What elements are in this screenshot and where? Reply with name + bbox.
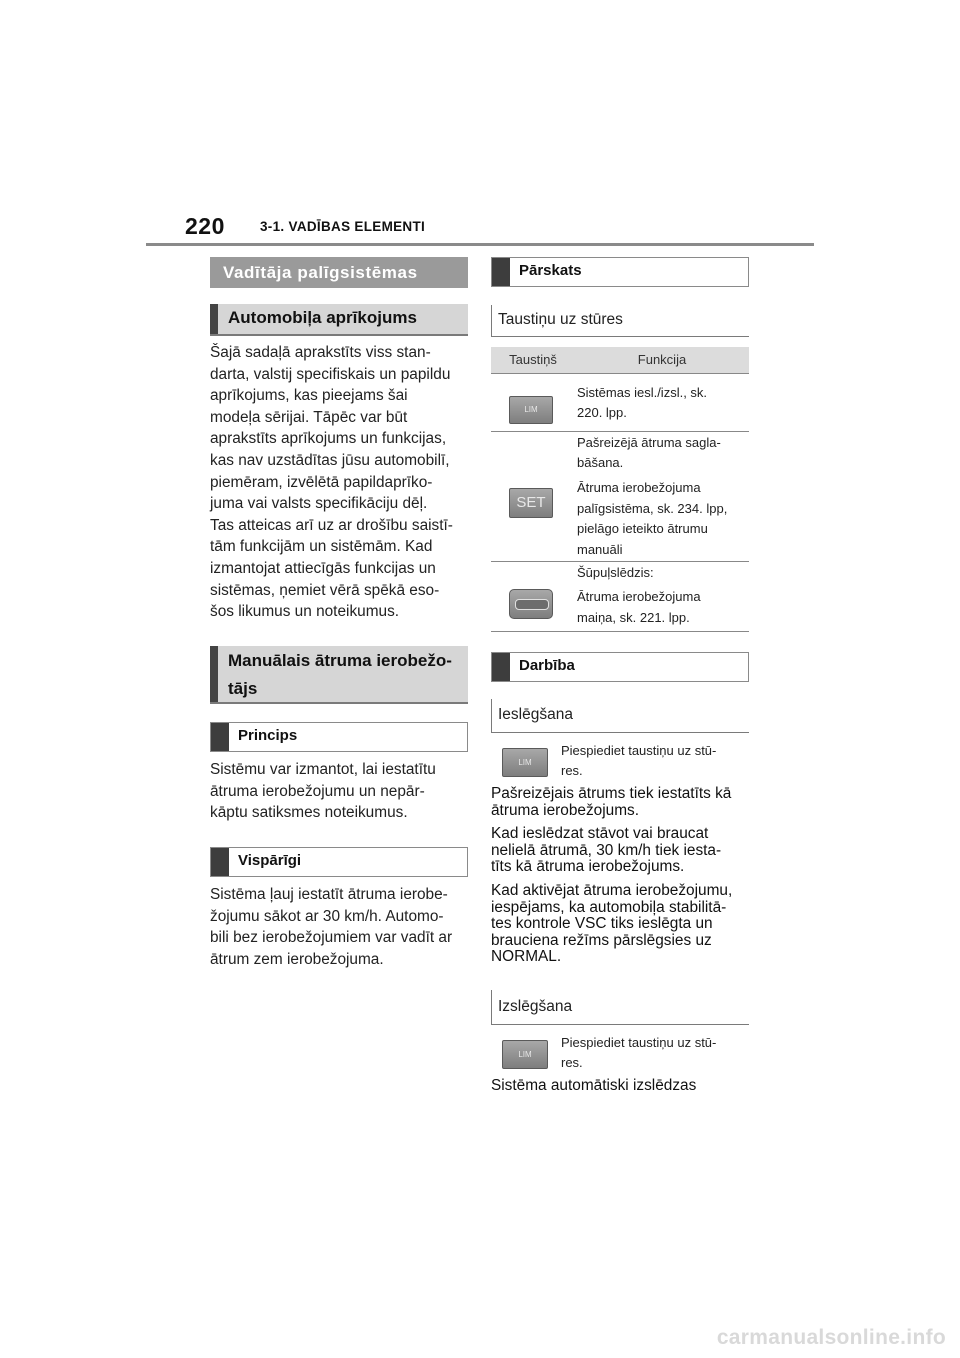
switch-off-heading: Izslēgšana (491, 990, 749, 1025)
subsection-heading-limiter (210, 646, 468, 704)
header-divider (146, 243, 814, 246)
column-header-function: Funkcija (637, 352, 687, 367)
switch-on-paragraph: Kad ieslēdzat stāvot vai braucat nelielā ātrumā, 30 km/h tiek iesta- tīts kā ātruma ierobežojums. (491, 825, 722, 876)
subsection-heading-text: Automobiļa aprīkojums (228, 308, 417, 327)
intro-paragraph: Šajā sadaļā aprakstīts viss stan- darta, valstij specifiskais un papildu aprīkojums, kas pieejams šai modeļa sērijai. Tāpēc var būt aprakstīts aprīkojums un funkcijas, kas nav uzstādītas jūsu automobilī, piemēram, izvēlētā papildaprīko- juma vai valsts specifikāciju dēļ. Tas atteicas arī uz ar drošību saistī- tām funkcijām un sistēmām. Kad izmantojat attiecīgās funkcijas un sistēmas, ņemiet vērā spēkā eso- šos likumus un noteikumus. (210, 344, 453, 621)
table-row (491, 562, 749, 632)
rocker-switch-icon (509, 589, 553, 619)
table-function-text: Pašreizējā ātruma sagla- bāšana. (577, 435, 721, 470)
switch-on-paragraph: Kad aktivējat ātruma ierobežojumu, iespējams, ka automobiļa stabilitā- tes kontrole VSC tiks ieslēgta un brauciena režīms pārslēgsies uz NORMAL. (491, 882, 733, 966)
page-number: 220 (185, 213, 225, 239)
switch-on-instruction: Piespiediet taustiņu uz stū- res. (561, 743, 717, 778)
table-row (491, 432, 749, 562)
table-function-text: Šūpuļslēdzis: (577, 565, 654, 580)
lim-button-icon: LIM (502, 1040, 548, 1069)
watermark: carmanualsonline.info (716, 1326, 946, 1349)
general-heading: Vispārīgi (210, 847, 468, 877)
section-title: Vadītāja palīgsistēmas (210, 257, 468, 288)
heading-bar (210, 304, 218, 334)
set-button-icon: SET (509, 488, 553, 518)
chapter-title: 3-1. VADĪBAS ELEMENTI (260, 219, 426, 234)
lim-button-icon: LIM (502, 748, 548, 777)
column-header-button: Taustiņš (509, 352, 557, 367)
heading-bar (492, 653, 510, 681)
table-header (491, 347, 749, 374)
subsection-heading-equipment (210, 304, 468, 336)
subsection-heading-text: Manuālais ātruma ierobežo- tājs (228, 651, 452, 698)
lim-button-icon: LIM (509, 396, 553, 424)
principle-heading: Princips (210, 722, 468, 752)
heading-bar (211, 848, 229, 876)
table-function-text: Sistēmas iesl./izsl., sk. 220. lpp. (577, 385, 708, 420)
general-paragraph: Sistēma ļauj iestatīt ātruma ierobe- žojumu sākot ar 30 km/h. Automo- bili bez ierobežojumiem var vadīt ar ātrum zem ierobežojuma. (210, 886, 453, 968)
heading-bar (210, 646, 218, 702)
switch-on-heading: Ieslēgšana (491, 699, 749, 733)
overview-heading: Pārskats (491, 257, 749, 287)
table-function-text: Ātruma ierobežojuma palīgsistēma, sk. 234. lpp, pielāgo ieteikto ātrumu manuāli (577, 480, 728, 557)
heading-bar (492, 258, 510, 286)
principle-paragraph: Sistēmu var izmantot, lai iestatītu ātruma ierobežojumu un nepār- kāptu satiksmes noteikumus. (210, 761, 436, 822)
operation-heading: Darbība (491, 652, 749, 682)
switch-on-paragraph: Pašreizējais ātrums tiek iestatīts kā ātruma ierobežojums. (491, 785, 732, 819)
steering-buttons-heading: Taustiņu uz stūres (491, 305, 749, 337)
switch-off-instruction: Piespiediet taustiņu uz stū- res. (561, 1035, 717, 1070)
table-row (491, 374, 749, 432)
switch-off-paragraph: Sistēma automātiski izslēdzas (491, 1077, 697, 1094)
heading-bar (211, 723, 229, 751)
table-function-text: Ātruma ierobežojuma maiņa, sk. 221. lpp. (577, 589, 701, 625)
